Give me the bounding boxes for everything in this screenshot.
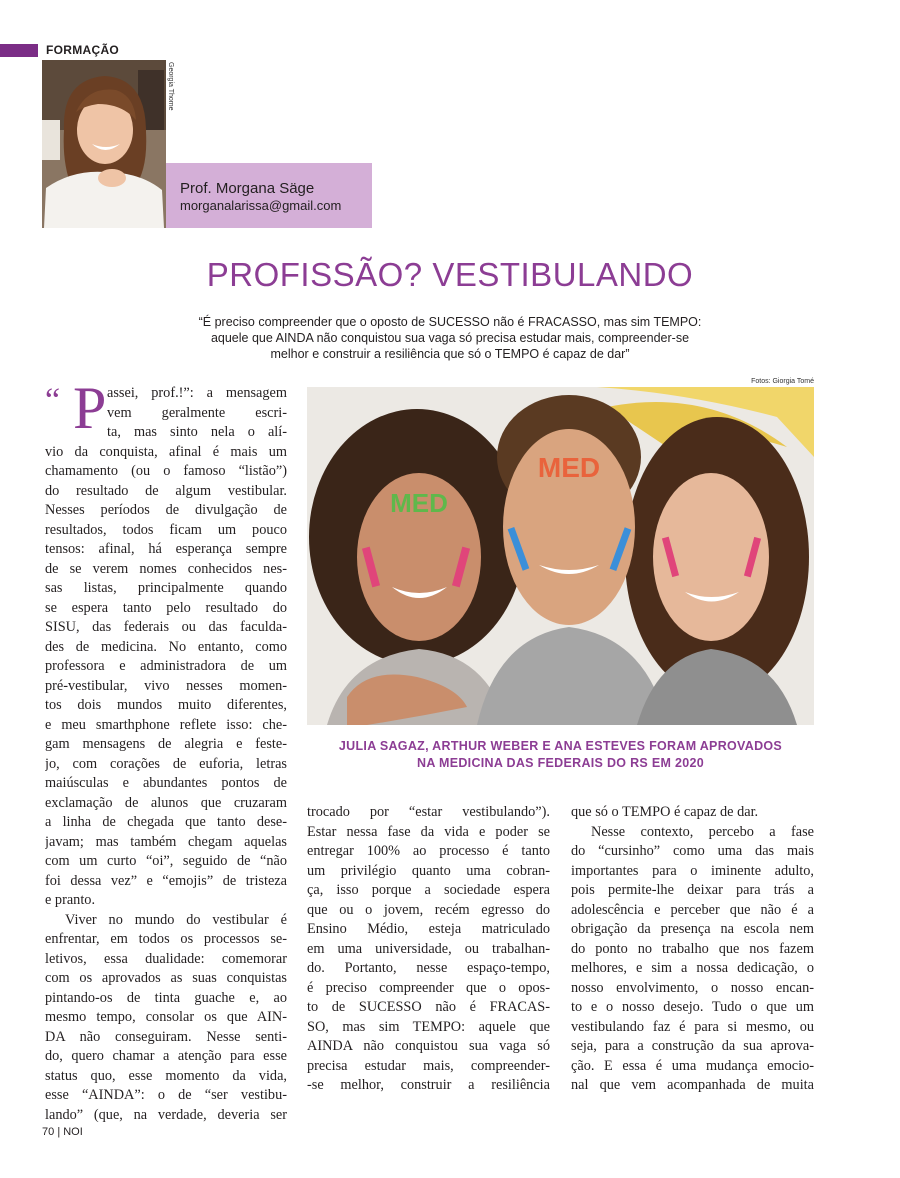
portrait-credit: Georgia Thome bbox=[167, 62, 174, 111]
body-line: des de medicina. No entanto, como bbox=[45, 638, 287, 655]
body-line: adolescência e perceber que não é a bbox=[571, 901, 814, 918]
body-line: vestibulando faz é para si mesmo, ou bbox=[571, 1018, 814, 1035]
footer-separator: | bbox=[57, 1126, 61, 1138]
body-line: e pranto. bbox=[45, 892, 96, 908]
body-line: resultados, todos ficam um pouco bbox=[45, 521, 287, 538]
body-line: DA não conseguiram. Nesse senti- bbox=[45, 1028, 287, 1045]
author-name: Prof. Morgana Säge bbox=[180, 180, 315, 197]
magazine-name: NOI bbox=[63, 1126, 83, 1138]
body-line: do “cursinho” como uma das mais bbox=[571, 843, 814, 859]
body-line: jo, com corações de euforia, letras bbox=[45, 755, 287, 772]
face-paint-text: MED bbox=[390, 488, 448, 518]
section-label: FORMAÇÃO bbox=[46, 43, 120, 57]
body-line: pintando-os de tinta guache e, ao bbox=[45, 989, 287, 1006]
article-lede bbox=[110, 314, 790, 362]
body-line: letivos, essa dualidade: comemorar bbox=[45, 950, 287, 967]
body-line: lando” (que, na verdade, deveria ser bbox=[45, 1106, 287, 1123]
body-line: do. Portanto, nesse espaço-tempo, bbox=[307, 960, 550, 976]
body-line: a linha de chegada que tanto dese- bbox=[45, 814, 287, 830]
caption-line: NA MEDICINA DAS FEDERAIS DO RS EM 2020 bbox=[417, 756, 704, 770]
body-line: ta, mas sinto nela o alí- bbox=[107, 424, 287, 440]
body-line: com os aprovados as suas conquistas bbox=[45, 970, 287, 986]
body-line: sas listas, principalmente quando bbox=[45, 580, 287, 596]
body-line: importantes para o iminente adulto, bbox=[571, 862, 814, 879]
body-line: precisa estudar mais, compreender- bbox=[307, 1057, 550, 1074]
body-line: to e o nosso desejo. Tudo o que um bbox=[571, 999, 814, 1015]
body-line: mesmo tempo, consolar os que AIN- bbox=[45, 1009, 287, 1025]
body-line: Viver no mundo do vestibular é bbox=[65, 911, 287, 928]
drop-cap: P bbox=[73, 375, 107, 441]
body-line: javam; mas também chegam aquelas bbox=[45, 833, 287, 850]
body-line: em uma universidade, ou trabalhan- bbox=[307, 940, 550, 957]
body-line: vem geralmente escri- bbox=[107, 404, 287, 421]
body-line: seja, para a construção da sua aprova- bbox=[571, 1038, 814, 1054]
caption-line: JULIA SAGAZ, ARTHUR WEBER E ANA ESTEVES FORAM APROVADOS bbox=[338, 739, 783, 753]
body-line: do resultado de algum vestibular. bbox=[45, 482, 287, 499]
body-line: ção. E essa é uma mudança emocio- bbox=[571, 1057, 814, 1074]
body-column-3 bbox=[571, 803, 814, 1096]
page-footer bbox=[42, 1126, 83, 1138]
body-line: nosso envolvimento, o nosso encan- bbox=[571, 979, 814, 996]
face-paint-text: MED bbox=[537, 452, 601, 483]
author-portrait bbox=[42, 60, 166, 228]
body-line: exclamação de alunos que cruzaram bbox=[45, 794, 287, 811]
body-line: pois permite-lhe deixar para trás a bbox=[571, 882, 814, 898]
photo-credit: Fotos: Giorgia Tomé bbox=[751, 378, 814, 385]
body-line: chamamento (ou o famoso “listão”) bbox=[45, 463, 287, 479]
lede-line: “É preciso compreender que o oposto de SUCESSO não é FRACASSO, mas sim TEMPO: bbox=[198, 315, 702, 329]
body-line: do, quero chamar a atenção para esse bbox=[45, 1048, 287, 1064]
body-column-2 bbox=[307, 803, 550, 1096]
body-line: to de SUCESSO não é FRACAS- bbox=[307, 999, 550, 1015]
body-line: professora e administradora de um bbox=[45, 658, 287, 674]
body-line: com um curto “oi”, seguido de “não bbox=[45, 853, 287, 869]
lede-line: melhor e construir a resiliência que só o TEMPO é capaz de dar” bbox=[270, 347, 630, 361]
body-line: Ensino Médio, esteja matriculado bbox=[307, 921, 550, 937]
students-photo bbox=[307, 387, 814, 725]
body-line: do ponto no trabalho que nos fazem bbox=[571, 940, 814, 957]
body-line: melhores, e sim a nossa dedicação, o bbox=[571, 960, 814, 976]
body-line: trocado por “estar vestibulando”). bbox=[307, 804, 550, 820]
body-line: -se melhor, construir a resiliência bbox=[307, 1077, 550, 1093]
body-line: pré-vestibular, vivo nesses momen- bbox=[45, 677, 287, 694]
body-line: tensos: afinal, há esperança sempre bbox=[45, 541, 287, 557]
body-line: é preciso compreender que o opos- bbox=[307, 979, 550, 996]
body-line: um privilégio quanto uma cobran- bbox=[307, 862, 550, 879]
body-line: ça, isso porque a sociedade espera bbox=[307, 882, 550, 898]
page-number: 70 bbox=[42, 1126, 55, 1138]
section-color-bar bbox=[0, 44, 38, 57]
body-column-1 bbox=[45, 384, 287, 1125]
lede-line: aquele que AINDA não conquistou sua vaga só precisa estudar mais, compreender-se bbox=[210, 331, 690, 345]
body-line: nal que vem acompanhada de muita bbox=[571, 1077, 814, 1093]
body-line: entregar 100% ao processo é tanto bbox=[307, 843, 550, 859]
body-line: maiúsculas e abundantes pontos de bbox=[45, 775, 287, 791]
body-line: obrigação da presença na escola nem bbox=[571, 921, 814, 937]
body-line: SISU, das federais ou das faculda- bbox=[45, 619, 287, 635]
body-line: se espera tanto pelo resultado do bbox=[45, 599, 287, 616]
body-line: enfrentar, em todos os processos se- bbox=[45, 931, 287, 947]
body-line: que ou o jovem, recém egresso do bbox=[307, 901, 550, 918]
body-line: AINDA não conquistou sua vaga só bbox=[307, 1038, 550, 1054]
body-line: Nesse contexto, percebo a fase bbox=[591, 823, 814, 840]
body-line: de se verem nomes conhecidos nes- bbox=[45, 560, 287, 577]
body-line: assei, prof.!”: a mensagem bbox=[107, 385, 287, 401]
body-line: tos dois mundos muito diferentes, bbox=[45, 697, 287, 713]
body-line: esse “AINDA”: o de “ser vestibu- bbox=[45, 1087, 287, 1103]
body-line: que só o TEMPO é capaz de dar. bbox=[571, 804, 759, 820]
body-line: e meu smarthphone reflete isso: che- bbox=[45, 716, 287, 733]
body-line: foi dessa vez” e “emojis” de tristeza bbox=[45, 872, 287, 889]
article-title: PROFISSÃO? VESTIBULANDO bbox=[206, 256, 694, 293]
body-line: SO, mas sim TEMPO: aquele que bbox=[307, 1018, 550, 1035]
photo-caption bbox=[307, 738, 814, 772]
drop-quote-mark: “ bbox=[45, 382, 61, 419]
body-line: Nesses períodos de divulgação de bbox=[45, 502, 287, 518]
body-line: Estar nessa fase da vida e poder se bbox=[307, 823, 550, 840]
author-email: morganalarissa@gmail.com bbox=[180, 198, 342, 213]
body-line: gam mensagens de alegria e feste- bbox=[45, 736, 287, 752]
body-line: status quo, esse momento da vida, bbox=[45, 1067, 287, 1084]
body-line: vio da conquista, afinal é mais um bbox=[45, 443, 287, 460]
